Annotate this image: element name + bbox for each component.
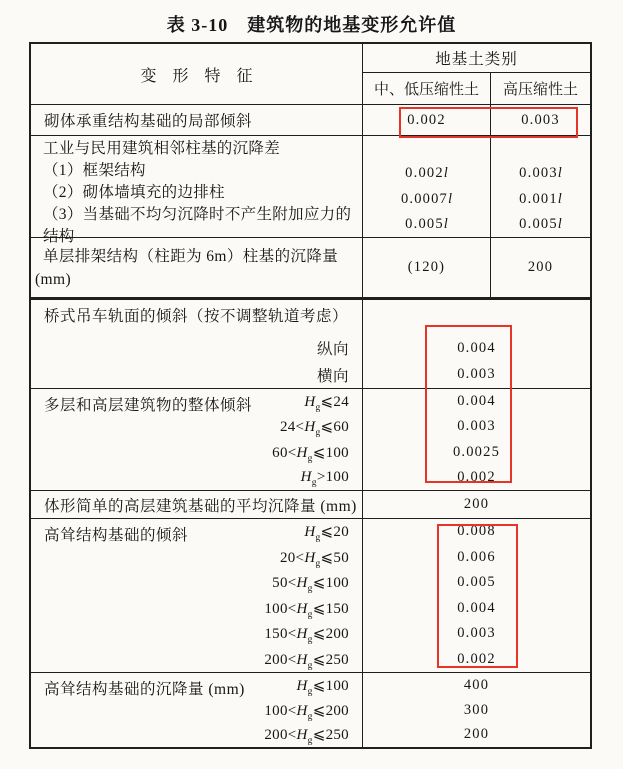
value-cell: 200 <box>527 259 554 275</box>
value-cell: 0.005 l <box>519 215 562 232</box>
value-cell: 0.002 l <box>363 161 491 186</box>
height-condition: $20<H_g⩽50$ <box>279 549 349 569</box>
header-col-high: 高压缩性土 <box>502 82 578 98</box>
value-cell: 0.003 <box>521 111 560 128</box>
value-cell: 0.0007 l <box>363 187 491 212</box>
value-cell: 0.003 l <box>519 165 562 182</box>
table-title: 表 3-10 建筑物的地基变形允许值 <box>166 15 457 35</box>
value-cell: 0.001 l <box>519 190 562 207</box>
row-simple-highrise-settlement <box>31 490 590 518</box>
row-group-tall-structure-settlement <box>31 672 590 747</box>
value-cell: 300 <box>463 701 490 718</box>
header-feature-cell: 变 形 特 征 <box>31 44 363 104</box>
height-condition: $150<H_g⩽200$ <box>264 626 349 646</box>
header-col-mid-low: 中、低压缩性土 <box>363 73 491 104</box>
height-condition: $200<H_g⩽250$ <box>264 727 349 747</box>
group-title: 高耸结构基础的沉降量 (mm) <box>44 681 245 698</box>
header-soil-group <box>363 44 590 104</box>
value-cell: (120) <box>363 238 491 297</box>
height-condition: $H_g⩽24$ <box>304 394 349 414</box>
height-condition: $100<H_g⩽200$ <box>264 702 349 722</box>
value-cell: 0.005 <box>457 574 496 591</box>
height-condition: $100<H_g⩽150$ <box>264 600 349 620</box>
value-cell: 0.008 <box>457 523 496 540</box>
value-cell: 0.004 <box>457 599 496 616</box>
value-cell: 0.002 <box>457 468 496 485</box>
group-title: 工业与民用建筑相邻柱基的沉降差 <box>43 140 281 157</box>
row-label: （3）当基础不均匀沉降时不产生附加应力的结构 <box>43 206 352 245</box>
row-label: 横向 <box>316 367 349 385</box>
group-title: 多层和高层建筑物的整体倾斜 <box>44 397 253 414</box>
value-cell: 0.0025 <box>452 443 501 460</box>
value-cell: 0.002 <box>457 650 496 667</box>
value-cell: 200 <box>463 496 490 512</box>
row-label: 砌体承重结构基础的局部倾斜 <box>31 105 363 135</box>
value-cell: 0.004 <box>457 339 496 356</box>
height-condition: $H_g⩽100$ <box>296 677 349 697</box>
row-single-storey-bent <box>31 237 590 297</box>
highlight-box-local-tilt-values <box>399 107 578 138</box>
group-title: 桥式吊车轨面的倾斜（按不调整轨道考虑） <box>44 308 349 325</box>
table-header-row <box>31 44 590 104</box>
height-condition: $24<H_g⩽60$ <box>279 419 349 439</box>
value-cell: 0.005 l <box>363 212 491 237</box>
row-group-adjacent-columns <box>31 135 590 245</box>
value-cell: 200 <box>463 726 490 743</box>
row-label: 体形简单的高层建筑基础的平均沉降量 (mm) <box>31 491 363 518</box>
height-condition: $50<H_g⩽100$ <box>272 575 349 595</box>
group-title: 高耸结构基础的倾斜 <box>44 527 189 544</box>
value-cell: 0.002 <box>363 105 491 135</box>
value-cell: 0.003 <box>457 625 496 642</box>
height-condition: $60<H_g⩽100$ <box>272 444 349 464</box>
header-soil-category: 地基土类别 <box>363 44 590 73</box>
value-cell: 0.004 <box>457 393 496 410</box>
value-cell: 0.006 <box>457 548 496 565</box>
value-cell: 0.003 <box>457 418 496 435</box>
height-condition: $H_g⩽20$ <box>304 524 349 544</box>
value-cell: 400 <box>463 676 490 693</box>
row-label: （2）砌体墙填充的边排柱 <box>43 184 225 201</box>
height-condition: $200<H_g⩽250$ <box>264 651 349 671</box>
row-label: 纵向 <box>316 341 349 359</box>
value-cell: 0.003 <box>457 366 496 383</box>
highlight-box-tall-structure-tilt-values <box>437 524 518 668</box>
row-label: 单层排架结构（柱距为 6m）柱基的沉降量 (mm) <box>31 238 363 297</box>
row-label: （1）框架结构 <box>43 162 146 179</box>
height-condition: $H_g>100$ <box>300 468 349 488</box>
highlight-box-crane-and-overall-tilt-values <box>425 325 512 483</box>
